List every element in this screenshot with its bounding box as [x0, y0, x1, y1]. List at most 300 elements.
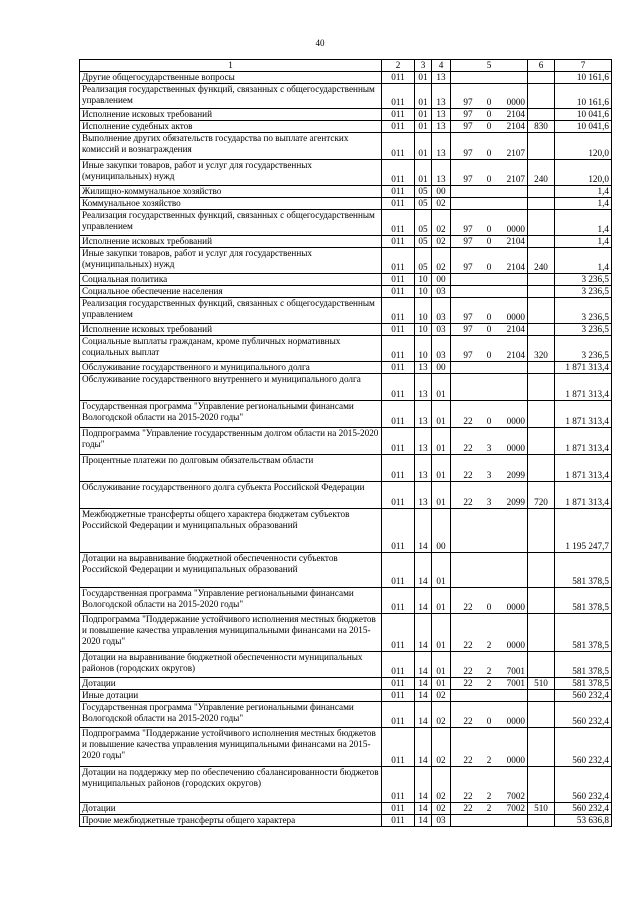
row-name: Реализация государственных функций, связанных с общегосударственным управлением — [80, 84, 382, 109]
cell-col4: 02 — [432, 210, 451, 236]
cell-col5-program: 97 — [463, 97, 473, 108]
cell-col2: 011 — [382, 109, 415, 121]
cell-col2: 011 — [382, 133, 415, 160]
cell-col5 — [451, 186, 528, 198]
cell-col5 — [451, 455, 528, 482]
cell-col3: 10 — [415, 324, 432, 336]
cell-col6 — [528, 815, 555, 827]
cell-col5-sub: 0 — [486, 236, 492, 247]
cell-col4: 01 — [432, 652, 451, 678]
row-name: Государственная программа "Управление региональными финансами Вологодской области на 2015-2020 годы" — [80, 702, 382, 728]
cell-col5-program: 22 — [463, 678, 473, 689]
cell-col5-sub: 2 — [486, 666, 492, 677]
cell-col5 — [451, 678, 528, 690]
cell-col3: 01 — [415, 133, 432, 160]
row-name: Обслуживание государственного внутреннего и муниципального долга — [80, 374, 382, 401]
cell-col6 — [528, 236, 555, 248]
table-row — [80, 702, 612, 728]
cell-col5-program: 97 — [463, 236, 473, 247]
cell-col6 — [528, 286, 555, 298]
cell-col7-amount: 1 871 313,4 — [555, 362, 612, 374]
header-cell: 6 — [528, 60, 555, 72]
cell-col5-code: 7001 — [506, 666, 525, 677]
cell-col2: 011 — [382, 274, 415, 286]
cell-col7-amount: 1 871 313,4 — [555, 482, 612, 509]
cell-col4: 00 — [432, 509, 451, 553]
cell-col4: 13 — [432, 133, 451, 160]
row-name: Межбюджетные трансферты общего характера бюджетам субъектов Российской Федерации и муниципальных образований — [80, 509, 382, 553]
cell-col3: 14 — [415, 553, 432, 588]
row-name: Подпрограмма "Поддержание устойчивого исполнения местных бюджетов и повышение качества управления муниципальными финансами на 2015-2020 годы" — [80, 614, 382, 652]
cell-col2: 011 — [382, 401, 415, 428]
cell-col5 — [451, 248, 528, 274]
cell-col6 — [528, 509, 555, 553]
cell-col5 — [451, 72, 528, 84]
cell-col3: 14 — [415, 815, 432, 827]
table-row — [80, 286, 612, 298]
cell-col3: 14 — [415, 728, 432, 767]
cell-col3: 01 — [415, 72, 432, 84]
cell-col7-amount: 1,4 — [555, 210, 612, 236]
row-name: Дотации на выравнивание бюджетной обеспеченности муниципальных районов (городских округов) — [80, 652, 382, 678]
cell-col5 — [451, 728, 528, 767]
cell-col4: 01 — [432, 428, 451, 455]
cell-col7-amount: 3 236,5 — [555, 274, 612, 286]
cell-col5-code: 7002 — [506, 803, 525, 814]
cell-col3: 14 — [415, 614, 432, 652]
cell-col4: 02 — [432, 198, 451, 210]
cell-col2: 011 — [382, 198, 415, 210]
row-name: Дотации — [80, 678, 382, 690]
cell-col7-amount: 560 232,4 — [555, 803, 612, 815]
page-number: 40 — [315, 38, 325, 48]
cell-col2: 011 — [382, 336, 415, 362]
cell-col6 — [528, 298, 555, 324]
cell-col5-sub: 0 — [486, 716, 492, 727]
cell-col2: 011 — [382, 678, 415, 690]
header-row — [80, 60, 612, 72]
cell-col5 — [451, 588, 528, 614]
cell-col4: 03 — [432, 298, 451, 324]
cell-col4: 13 — [432, 121, 451, 133]
cell-col7-amount: 1,4 — [555, 186, 612, 198]
cell-col7-amount: 10 161,6 — [555, 84, 612, 109]
cell-col7-amount: 10 041,6 — [555, 109, 612, 121]
table-row — [80, 690, 612, 702]
cell-col4: 03 — [432, 336, 451, 362]
cell-col2: 011 — [382, 186, 415, 198]
cell-col4: 02 — [432, 248, 451, 274]
row-name: Реализация государственных функций, связанных с общегосударственным управлением — [80, 210, 382, 236]
cell-col4: 03 — [432, 815, 451, 827]
row-name: Дотации — [80, 803, 382, 815]
cell-col5-code: 0000 — [506, 602, 525, 613]
cell-col5 — [451, 274, 528, 286]
cell-col3: 10 — [415, 336, 432, 362]
cell-col2: 011 — [382, 298, 415, 324]
row-name: Социальные выплаты гражданам, кроме публичных нормативных социальных выплат — [80, 336, 382, 362]
row-name: Иные закупки товаров, работ и услуг для государственных (муниципальных) нужд — [80, 248, 382, 274]
cell-col3: 13 — [415, 374, 432, 401]
cell-col4: 02 — [432, 690, 451, 702]
header-cell: 1 — [80, 60, 382, 72]
cell-col5-sub: 0 — [486, 324, 492, 335]
cell-col5-sub: 3 — [486, 497, 492, 508]
cell-col6 — [528, 274, 555, 286]
cell-col5 — [451, 298, 528, 324]
cell-col6 — [528, 374, 555, 401]
header-cell: 7 — [555, 60, 612, 72]
cell-col5-code: 2104 — [506, 236, 525, 247]
table-row — [80, 210, 612, 236]
cell-col5 — [451, 614, 528, 652]
header-cell: 3 — [415, 60, 432, 72]
row-name: Иные закупки товаров, работ и услуг для государственных (муниципальных) нужд — [80, 160, 382, 186]
cell-col5-code: 2099 — [506, 497, 525, 508]
row-name: Иные дотации — [80, 690, 382, 702]
cell-col3: 01 — [415, 160, 432, 186]
cell-col2: 011 — [382, 324, 415, 336]
cell-col7-amount: 560 232,4 — [555, 690, 612, 702]
cell-col2: 011 — [382, 690, 415, 702]
cell-col4: 02 — [432, 767, 451, 803]
cell-col5-code: 0000 — [506, 443, 525, 454]
cell-col5 — [451, 109, 528, 121]
cell-col7-amount: 1 195 247,7 — [555, 509, 612, 553]
table-row — [80, 336, 612, 362]
cell-col2: 011 — [382, 702, 415, 728]
table-row — [80, 652, 612, 678]
table-row — [80, 455, 612, 482]
cell-col5 — [451, 236, 528, 248]
cell-col5-program: 97 — [463, 148, 473, 159]
cell-col5-code: 0000 — [506, 416, 525, 427]
cell-col3: 13 — [415, 428, 432, 455]
row-name: Исполнение исковых требований — [80, 109, 382, 121]
cell-col5-sub: 2 — [486, 755, 492, 766]
cell-col6 — [528, 588, 555, 614]
cell-col2: 011 — [382, 815, 415, 827]
table-row — [80, 374, 612, 401]
cell-col3: 14 — [415, 652, 432, 678]
table-row — [80, 678, 612, 690]
cell-col5-program: 97 — [463, 121, 473, 132]
cell-col5-sub: 0 — [486, 224, 492, 235]
cell-col6: 320 — [528, 336, 555, 362]
cell-col5-code: 0000 — [506, 224, 525, 235]
header-cell: 5 — [451, 60, 528, 72]
cell-col2: 011 — [382, 728, 415, 767]
cell-col7-amount: 3 236,5 — [555, 324, 612, 336]
cell-col5-sub: 0 — [486, 121, 492, 132]
cell-col6 — [528, 401, 555, 428]
cell-col6 — [528, 614, 555, 652]
cell-col5 — [451, 362, 528, 374]
cell-col3: 05 — [415, 198, 432, 210]
row-name: Подпрограмма "Управление государственным долгом области на 2015-2020 годы" — [80, 428, 382, 455]
cell-col4: 13 — [432, 160, 451, 186]
cell-col5 — [451, 428, 528, 455]
cell-col2: 011 — [382, 588, 415, 614]
row-name: Государственная программа "Управление региональными финансами Вологодской области на 2015-2020 годы" — [80, 588, 382, 614]
cell-col5 — [451, 121, 528, 133]
cell-col2: 011 — [382, 160, 415, 186]
cell-col7-amount: 581 378,5 — [555, 588, 612, 614]
table-row — [80, 84, 612, 109]
header-cell: 2 — [382, 60, 415, 72]
cell-col7-amount: 1 871 313,4 — [555, 401, 612, 428]
row-name: Реализация государственных функций, связанных с общегосударственным управлением — [80, 298, 382, 324]
cell-col4: 13 — [432, 84, 451, 109]
cell-col4: 01 — [432, 588, 451, 614]
cell-col4: 00 — [432, 186, 451, 198]
cell-col6 — [528, 767, 555, 803]
cell-col4: 03 — [432, 324, 451, 336]
cell-col5-code: 0000 — [506, 716, 525, 727]
cell-col5 — [451, 553, 528, 588]
cell-col5 — [451, 210, 528, 236]
cell-col6 — [528, 324, 555, 336]
cell-col5 — [451, 702, 528, 728]
cell-col3: 14 — [415, 767, 432, 803]
cell-col3: 10 — [415, 298, 432, 324]
cell-col5-sub: 0 — [486, 174, 492, 185]
cell-col7-amount: 10 041,6 — [555, 121, 612, 133]
cell-col6 — [528, 455, 555, 482]
cell-col5 — [451, 482, 528, 509]
cell-col5 — [451, 803, 528, 815]
cell-col5-sub: 0 — [486, 109, 492, 120]
cell-col6: 240 — [528, 248, 555, 274]
cell-col4: 01 — [432, 678, 451, 690]
cell-col7-amount: 3 236,5 — [555, 336, 612, 362]
table-row — [80, 274, 612, 286]
cell-col5 — [451, 767, 528, 803]
cell-col6 — [528, 198, 555, 210]
cell-col7-amount: 1,4 — [555, 198, 612, 210]
row-name: Процентные платежи по долговым обязательствам области — [80, 455, 382, 482]
row-name: Коммунальное хозяйство — [80, 198, 382, 210]
cell-col7-amount: 581 378,5 — [555, 614, 612, 652]
row-name: Исполнение исковых требований — [80, 324, 382, 336]
cell-col2: 011 — [382, 248, 415, 274]
cell-col3: 14 — [415, 803, 432, 815]
cell-col6 — [528, 84, 555, 109]
cell-col7-amount: 1 871 313,4 — [555, 374, 612, 401]
cell-col4: 01 — [432, 482, 451, 509]
cell-col5 — [451, 401, 528, 428]
table-row — [80, 236, 612, 248]
cell-col5-sub: 0 — [486, 602, 492, 613]
cell-col7-amount: 1 871 313,4 — [555, 428, 612, 455]
cell-col5 — [451, 652, 528, 678]
table-row — [80, 109, 612, 121]
row-name: Социальная политика — [80, 274, 382, 286]
row-name: Дотации на поддержку мер по обеспечению сбалансированности бюджетов муниципальных районов (городских округов) — [80, 767, 382, 803]
cell-col5-sub: 0 — [486, 97, 492, 108]
cell-col5-code: 2104 — [506, 262, 525, 273]
cell-col2: 011 — [382, 286, 415, 298]
cell-col3: 10 — [415, 286, 432, 298]
table-row — [80, 324, 612, 336]
table-row — [80, 198, 612, 210]
cell-col5-code: 2104 — [506, 324, 525, 335]
cell-col5 — [451, 160, 528, 186]
cell-col5-program: 97 — [463, 324, 473, 335]
cell-col5-program: 22 — [463, 497, 473, 508]
cell-col6: 510 — [528, 678, 555, 690]
cell-col7-amount: 560 232,4 — [555, 728, 612, 767]
cell-col4: 01 — [432, 401, 451, 428]
cell-col5-sub: 0 — [486, 350, 492, 361]
cell-col4: 02 — [432, 236, 451, 248]
row-name: Исполнение судебных актов — [80, 121, 382, 133]
cell-col5-program: 97 — [463, 224, 473, 235]
cell-col3: 05 — [415, 210, 432, 236]
header-cell: 4 — [432, 60, 451, 72]
cell-col4: 13 — [432, 109, 451, 121]
cell-col5-program: 97 — [463, 109, 473, 120]
cell-col5-sub: 0 — [486, 312, 492, 323]
cell-col6 — [528, 210, 555, 236]
cell-col5 — [451, 286, 528, 298]
row-name: Прочие межбюджетные трансферты общего характера — [80, 815, 382, 827]
cell-col7-amount: 1 871 313,4 — [555, 455, 612, 482]
cell-col6: 830 — [528, 121, 555, 133]
table-row — [80, 803, 612, 815]
cell-col3: 14 — [415, 678, 432, 690]
cell-col3: 05 — [415, 248, 432, 274]
cell-col5-code: 2104 — [506, 350, 525, 361]
cell-col2: 011 — [382, 236, 415, 248]
cell-col5 — [451, 324, 528, 336]
cell-col2: 011 — [382, 362, 415, 374]
cell-col5-code: 0000 — [506, 97, 525, 108]
cell-col5-code: 2107 — [506, 148, 525, 159]
row-name: Другие общегосударственные вопросы — [80, 72, 382, 84]
cell-col7-amount: 1,4 — [555, 236, 612, 248]
cell-col6 — [528, 728, 555, 767]
cell-col6 — [528, 553, 555, 588]
cell-col2: 011 — [382, 84, 415, 109]
cell-col5-code: 7001 — [506, 678, 525, 689]
cell-col5-program: 22 — [463, 755, 473, 766]
cell-col6 — [528, 362, 555, 374]
cell-col2: 011 — [382, 72, 415, 84]
cell-col3: 13 — [415, 401, 432, 428]
cell-col6 — [528, 702, 555, 728]
cell-col6 — [528, 690, 555, 702]
cell-col7-amount: 581 378,5 — [555, 678, 612, 690]
cell-col7-amount: 581 378,5 — [555, 553, 612, 588]
budget-table — [79, 59, 612, 827]
cell-col4: 03 — [432, 286, 451, 298]
cell-col4: 00 — [432, 274, 451, 286]
cell-col7-amount: 1,4 — [555, 248, 612, 274]
cell-col4: 02 — [432, 803, 451, 815]
cell-col4: 02 — [432, 728, 451, 767]
cell-col4: 13 — [432, 72, 451, 84]
cell-col5-program: 97 — [463, 174, 473, 185]
cell-col4: 00 — [432, 362, 451, 374]
cell-col2: 011 — [382, 121, 415, 133]
cell-col5 — [451, 815, 528, 827]
cell-col6 — [528, 72, 555, 84]
row-name: Исполнение исковых требований — [80, 236, 382, 248]
table-row — [80, 509, 612, 553]
cell-col3: 14 — [415, 588, 432, 614]
cell-col7-amount: 120,0 — [555, 133, 612, 160]
cell-col6 — [528, 109, 555, 121]
cell-col7-amount: 10 161,6 — [555, 72, 612, 84]
table-row — [80, 767, 612, 803]
cell-col5 — [451, 84, 528, 109]
table-row — [80, 362, 612, 374]
cell-col7-amount: 120,0 — [555, 160, 612, 186]
cell-col6 — [528, 133, 555, 160]
cell-col2: 011 — [382, 767, 415, 803]
cell-col3: 05 — [415, 236, 432, 248]
table-row — [80, 728, 612, 767]
cell-col5-program: 22 — [463, 416, 473, 427]
cell-col5 — [451, 336, 528, 362]
table-row — [80, 160, 612, 186]
cell-col5 — [451, 133, 528, 160]
cell-col5-code: 2107 — [506, 174, 525, 185]
cell-col5-code: 0000 — [506, 755, 525, 766]
cell-col5-sub: 2 — [486, 791, 492, 802]
cell-col6: 240 — [528, 160, 555, 186]
row-name: Подпрограмма "Поддержание устойчивого исполнения местных бюджетов и повышение качества управления муниципальными финансами на 2015-2020 годы" — [80, 728, 382, 767]
cell-col5-sub: 3 — [486, 470, 492, 481]
cell-col5-program: 22 — [463, 791, 473, 802]
cell-col5-program: 22 — [463, 470, 473, 481]
cell-col4: 01 — [432, 553, 451, 588]
cell-col7-amount: 581 378,5 — [555, 652, 612, 678]
cell-col7-amount: 3 236,5 — [555, 298, 612, 324]
cell-col3: 14 — [415, 690, 432, 702]
cell-col2: 011 — [382, 553, 415, 588]
cell-col5-sub: 3 — [486, 443, 492, 454]
cell-col5-code: 0000 — [506, 640, 525, 651]
cell-col6 — [528, 428, 555, 455]
table-row — [80, 482, 612, 509]
cell-col5-program: 22 — [463, 716, 473, 727]
cell-col5-code: 2104 — [506, 121, 525, 132]
cell-col3: 01 — [415, 109, 432, 121]
cell-col6: 720 — [528, 482, 555, 509]
cell-col5-program: 22 — [463, 443, 473, 454]
table-row — [80, 428, 612, 455]
cell-col5-program: 22 — [463, 602, 473, 613]
cell-col3: 13 — [415, 455, 432, 482]
cell-col4: 02 — [432, 702, 451, 728]
cell-col5-code: 0000 — [506, 312, 525, 323]
cell-col5-program: 97 — [463, 312, 473, 323]
cell-col3: 10 — [415, 274, 432, 286]
table-row — [80, 72, 612, 84]
cell-col5-program: 22 — [463, 803, 473, 814]
cell-col6 — [528, 652, 555, 678]
cell-col5-program: 22 — [463, 640, 473, 651]
row-name: Обслуживание государственного и муниципального долга — [80, 362, 382, 374]
cell-col5-sub: 2 — [486, 678, 492, 689]
cell-col5-sub: 0 — [486, 416, 492, 427]
cell-col7-amount: 3 236,5 — [555, 286, 612, 298]
row-name: Обслуживание государственного долга субъекта Российской Федерации — [80, 482, 382, 509]
table-row — [80, 298, 612, 324]
row-name: Выполнение других обязательств государства по выплате агентских комиссий и вознаграждения — [80, 133, 382, 160]
